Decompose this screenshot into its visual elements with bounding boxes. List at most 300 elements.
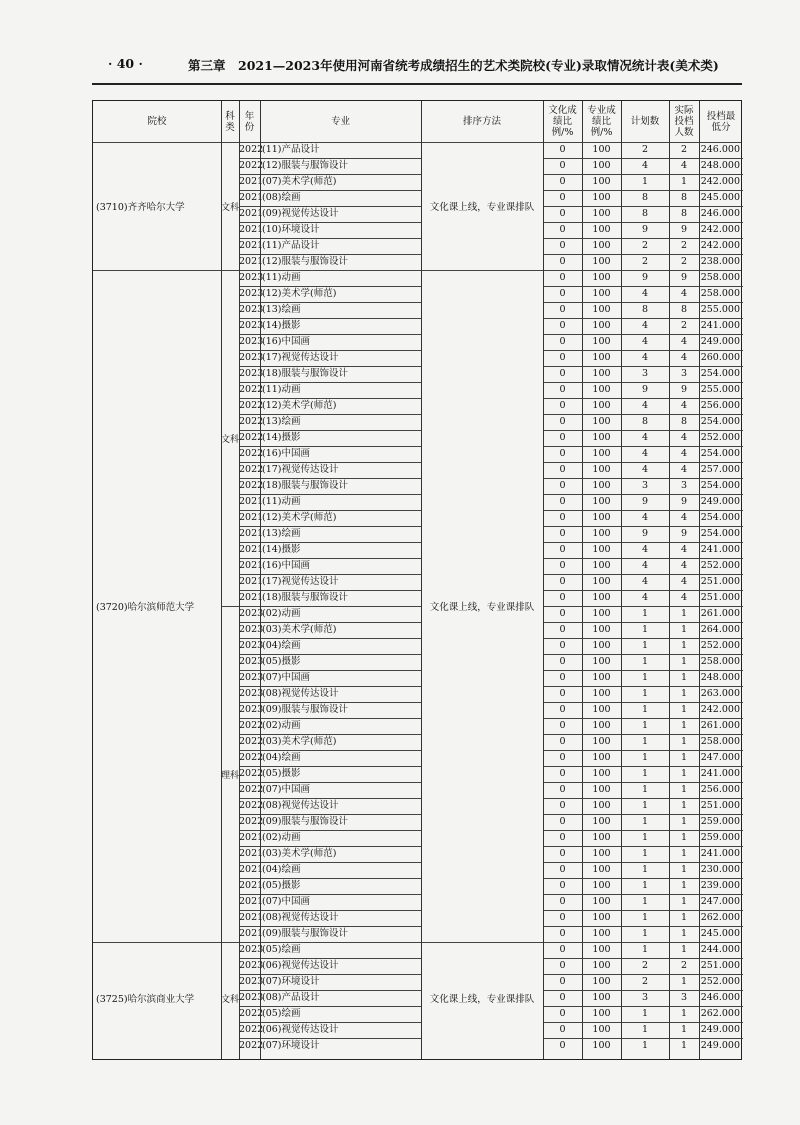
column-divider: [543, 101, 544, 1059]
row-pro-ratio: 100: [592, 656, 611, 667]
row-min-score: 264.000: [700, 624, 740, 635]
row-pro-ratio: 100: [592, 704, 611, 715]
page-header: [108, 56, 728, 78]
row-actual: 4: [680, 352, 688, 363]
school-name: (3710)齐齐哈尔大学: [96, 202, 185, 213]
row-year: 2021: [239, 224, 264, 235]
row-culture-ratio: 0: [559, 640, 566, 651]
row-plan: 8: [641, 416, 649, 427]
row-min-score: 256.000: [700, 784, 740, 795]
row-min-score: 251.000: [700, 960, 740, 971]
row-major: (04)绘画: [262, 640, 301, 651]
row-actual: 4: [680, 544, 688, 555]
row-min-score: 255.000: [700, 304, 740, 315]
row-culture-ratio: 0: [559, 208, 566, 219]
row-major: (12)服装与服饰设计: [262, 256, 349, 267]
row-min-score: 254.000: [700, 368, 740, 379]
row-culture-ratio: 0: [559, 1040, 566, 1051]
row-culture-ratio: 0: [559, 880, 566, 891]
row-year: 2023: [239, 352, 264, 363]
row-min-score: 263.000: [700, 688, 740, 699]
row-year: 2023: [239, 704, 264, 715]
row-actual: 1: [680, 1008, 688, 1019]
row-pro-ratio: 100: [592, 720, 611, 731]
row-major: (07)环境设计: [262, 1040, 320, 1051]
row-major: (09)视觉传达设计: [262, 208, 339, 219]
row-culture-ratio: 0: [559, 432, 566, 443]
row-culture-ratio: 0: [559, 592, 566, 603]
row-actual: 8: [680, 208, 688, 219]
category-label: 文科: [221, 434, 240, 445]
row-major: (12)美术学(师范): [262, 512, 337, 523]
row-min-score: 238.000: [700, 256, 740, 267]
row-culture-ratio: 0: [559, 416, 566, 427]
row-plan: 2: [641, 976, 649, 987]
row-culture-ratio: 0: [559, 608, 566, 619]
row-min-score: 262.000: [700, 1008, 740, 1019]
row-plan: 1: [641, 944, 649, 955]
row-pro-ratio: 100: [592, 896, 611, 907]
row-culture-ratio: 0: [559, 144, 566, 155]
row-major: (11)动画: [262, 384, 301, 395]
row-plan: 1: [641, 896, 649, 907]
row-major: (06)视觉传达设计: [262, 960, 339, 971]
row-culture-ratio: 0: [559, 720, 566, 731]
row-actual: 1: [680, 976, 688, 987]
row-min-score: 254.000: [700, 416, 740, 427]
row-year: 2022: [239, 800, 264, 811]
category-label: 文科: [221, 994, 240, 1005]
row-actual: 1: [680, 896, 688, 907]
row-pro-ratio: 100: [592, 304, 611, 315]
row-pro-ratio: 100: [592, 912, 611, 923]
row-min-score: 249.000: [700, 1024, 740, 1035]
row-year: 2023: [239, 304, 264, 315]
row-pro-ratio: 100: [592, 528, 611, 539]
row-culture-ratio: 0: [559, 656, 566, 667]
row-actual: 1: [680, 1040, 688, 1051]
row-pro-ratio: 100: [592, 432, 611, 443]
row-major: (10)环境设计: [262, 224, 320, 235]
ranking-method: 文化课上线，专业课排队: [429, 994, 535, 1005]
ranking-method: 文化课上线，专业课排队: [429, 202, 535, 213]
row-pro-ratio: 100: [592, 240, 611, 251]
row-actual: 1: [680, 912, 688, 923]
row-plan: 3: [641, 480, 649, 491]
row-plan: 1: [641, 752, 649, 763]
row-culture-ratio: 0: [559, 816, 566, 827]
col-header-ranking: 排序方法: [462, 116, 501, 127]
row-plan: 4: [641, 352, 649, 363]
row-culture-ratio: 0: [559, 160, 566, 171]
row-plan: 4: [641, 592, 649, 603]
col-header-major: 专业: [330, 116, 350, 127]
row-actual: 4: [680, 512, 688, 523]
row-min-score: 251.000: [700, 800, 740, 811]
row-min-score: 239.000: [700, 880, 740, 891]
row-actual: 3: [680, 992, 688, 1003]
row-actual: 3: [680, 480, 688, 491]
row-major: (08)视觉传达设计: [262, 800, 339, 811]
row-major: (05)摄影: [262, 768, 301, 779]
row-plan: 4: [641, 320, 649, 331]
row-actual: 4: [680, 288, 688, 299]
row-year: 2023: [239, 992, 264, 1003]
row-actual: 9: [680, 272, 688, 283]
row-pro-ratio: 100: [592, 640, 611, 651]
row-major: (09)服装与服饰设计: [262, 928, 349, 939]
row-min-score: 252.000: [700, 976, 740, 987]
row-year: 2023: [239, 320, 264, 331]
row-pro-ratio: 100: [592, 736, 611, 747]
row-plan: 1: [641, 928, 649, 939]
row-min-score: 252.000: [700, 432, 740, 443]
row-year: 2022: [239, 480, 264, 491]
row-actual: 8: [680, 192, 688, 203]
row-major: (11)动画: [262, 272, 301, 283]
row-pro-ratio: 100: [592, 944, 611, 955]
row-year: 2021: [239, 496, 264, 507]
column-divider: [221, 101, 222, 1059]
row-major: (02)动画: [262, 832, 301, 843]
row-plan: 4: [641, 432, 649, 443]
row-major: (08)视觉传达设计: [262, 688, 339, 699]
column-divider: [582, 101, 583, 1059]
row-culture-ratio: 0: [559, 272, 566, 283]
row-plan: 1: [641, 1040, 649, 1051]
row-culture-ratio: 0: [559, 992, 566, 1003]
row-year: 2023: [239, 640, 264, 651]
row-culture-ratio: 0: [559, 224, 566, 235]
row-year: 2022: [239, 384, 264, 395]
row-actual: 4: [680, 336, 688, 347]
row-min-score: 257.000: [700, 464, 740, 475]
row-plan: 1: [641, 816, 649, 827]
row-actual: 1: [680, 784, 688, 795]
row-culture-ratio: 0: [559, 240, 566, 251]
row-pro-ratio: 100: [592, 624, 611, 635]
row-culture-ratio: 0: [559, 480, 566, 491]
row-year: 2023: [239, 336, 264, 347]
column-divider: [239, 101, 240, 1059]
row-actual: 1: [680, 864, 688, 875]
row-actual: 2: [680, 144, 688, 155]
row-culture-ratio: 0: [559, 576, 566, 587]
row-year: 2021: [239, 896, 264, 907]
row-year: 2023: [239, 368, 264, 379]
row-actual: 8: [680, 304, 688, 315]
row-pro-ratio: 100: [592, 176, 611, 187]
row-culture-ratio: 0: [559, 848, 566, 859]
row-culture-ratio: 0: [559, 1024, 566, 1035]
row-min-score: 251.000: [700, 592, 740, 603]
row-min-score: 256.000: [700, 400, 740, 411]
row-major: (14)摄影: [262, 544, 301, 555]
column-divider: [669, 101, 670, 1059]
row-actual: 1: [680, 720, 688, 731]
row-pro-ratio: 100: [592, 672, 611, 683]
col-header-actual: 实际投档人数: [674, 105, 694, 138]
row-culture-ratio: 0: [559, 176, 566, 187]
row-culture-ratio: 0: [559, 304, 566, 315]
row-year: 2022: [239, 144, 264, 155]
row-year: 2023: [239, 944, 264, 955]
row-year: 2022: [239, 720, 264, 731]
row-pro-ratio: 100: [592, 384, 611, 395]
row-plan: 1: [641, 608, 649, 619]
row-culture-ratio: 0: [559, 704, 566, 715]
row-culture-ratio: 0: [559, 336, 566, 347]
row-year: 2023: [239, 272, 264, 283]
row-pro-ratio: 100: [592, 848, 611, 859]
row-year: 2021: [239, 192, 264, 203]
row-major: (09)服装与服饰设计: [262, 816, 349, 827]
row-year: 2021: [239, 592, 264, 603]
row-plan: 1: [641, 1008, 649, 1019]
row-min-score: 246.000: [700, 992, 740, 1003]
row-plan: 1: [641, 848, 649, 859]
row-pro-ratio: 100: [592, 416, 611, 427]
row-actual: 1: [680, 608, 688, 619]
row-min-score: 260.000: [700, 352, 740, 363]
row-major: (13)绘画: [262, 304, 301, 315]
row-pro-ratio: 100: [592, 784, 611, 795]
row-pro-ratio: 100: [592, 192, 611, 203]
row-culture-ratio: 0: [559, 400, 566, 411]
row-min-score: 248.000: [700, 672, 740, 683]
row-actual: 1: [680, 768, 688, 779]
row-major: (03)美术学(师范): [262, 848, 337, 859]
row-min-score: 254.000: [700, 448, 740, 459]
row-year: 2022: [239, 736, 264, 747]
row-actual: 9: [680, 496, 688, 507]
row-culture-ratio: 0: [559, 368, 566, 379]
row-plan: 4: [641, 400, 649, 411]
col-header-culture-ratio: 文化成绩比例/%: [548, 105, 577, 138]
row-min-score: 261.000: [700, 608, 740, 619]
row-plan: 1: [641, 864, 649, 875]
row-actual: 1: [680, 944, 688, 955]
row-year: 2021: [239, 576, 264, 587]
row-major: (07)中国画: [262, 672, 311, 683]
row-major: (11)动画: [262, 496, 301, 507]
row-pro-ratio: 100: [592, 832, 611, 843]
row-min-score: 241.000: [700, 320, 740, 331]
row-year: 2023: [239, 672, 264, 683]
row-pro-ratio: 100: [592, 864, 611, 875]
row-year: 2023: [239, 608, 264, 619]
row-year: 2021: [239, 512, 264, 523]
column-divider: [421, 101, 422, 1059]
row-actual: 1: [680, 176, 688, 187]
row-actual: 4: [680, 592, 688, 603]
row-plan: 1: [641, 736, 649, 747]
row-actual: 1: [680, 624, 688, 635]
row-year: 2021: [239, 864, 264, 875]
category-label: 文科: [221, 202, 240, 213]
row-major: (04)绘画: [262, 864, 301, 875]
row-major: (16)中国画: [262, 448, 311, 459]
row-actual: 9: [680, 384, 688, 395]
row-plan: 4: [641, 544, 649, 555]
row-min-score: 242.000: [700, 704, 740, 715]
row-pro-ratio: 100: [592, 336, 611, 347]
row-plan: 4: [641, 160, 649, 171]
row-pro-ratio: 100: [592, 400, 611, 411]
row-plan: 1: [641, 784, 649, 795]
row-culture-ratio: 0: [559, 1008, 566, 1019]
row-major: (12)美术学(师范): [262, 288, 337, 299]
row-major: (07)中国画: [262, 784, 311, 795]
page-title: 第三章 2021—2023年使用河南省统考成绩招生的艺术类院校(专业)录取情况统计表(美术类): [188, 58, 719, 73]
row-min-score: 241.000: [700, 848, 740, 859]
row-min-score: 230.000: [700, 864, 740, 875]
row-year: 2021: [239, 912, 264, 923]
row-major: (12)服装与服饰设计: [262, 160, 349, 171]
row-plan: 1: [641, 1024, 649, 1035]
row-major: (17)视觉传达设计: [262, 576, 339, 587]
row-major: (09)服装与服饰设计: [262, 704, 349, 715]
row-plan: 4: [641, 464, 649, 475]
col-header-year: 年份: [244, 110, 255, 133]
row-year: 2022: [239, 768, 264, 779]
row-year: 2023: [239, 688, 264, 699]
row-plan: 1: [641, 800, 649, 811]
row-actual: 1: [680, 800, 688, 811]
row-min-score: 261.000: [700, 720, 740, 731]
row-plan: 4: [641, 448, 649, 459]
row-actual: 4: [680, 576, 688, 587]
row-plan: 3: [641, 992, 649, 1003]
column-divider: [260, 101, 261, 1059]
row-major: (05)绘画: [262, 944, 301, 955]
column-divider: [621, 101, 622, 1059]
row-pro-ratio: 100: [592, 208, 611, 219]
row-culture-ratio: 0: [559, 768, 566, 779]
row-actual: 4: [680, 432, 688, 443]
row-actual: 4: [680, 400, 688, 411]
row-plan: 2: [641, 144, 649, 155]
row-culture-ratio: 0: [559, 976, 566, 987]
row-min-score: 246.000: [700, 208, 740, 219]
row-major: (06)视觉传达设计: [262, 1024, 339, 1035]
row-actual: 2: [680, 320, 688, 331]
row-pro-ratio: 100: [592, 880, 611, 891]
row-year: 2023: [239, 976, 264, 987]
row-pro-ratio: 100: [592, 368, 611, 379]
row-culture-ratio: 0: [559, 736, 566, 747]
row-culture-ratio: 0: [559, 560, 566, 571]
row-plan: 2: [641, 240, 649, 251]
row-plan: 2: [641, 256, 649, 267]
row-major: (18)服装与服饰设计: [262, 368, 349, 379]
row-culture-ratio: 0: [559, 464, 566, 475]
row-year: 2021: [239, 880, 264, 891]
row-pro-ratio: 100: [592, 816, 611, 827]
col-header-plan: 计划数: [630, 116, 660, 127]
row-plan: 1: [641, 640, 649, 651]
row-plan: 1: [641, 624, 649, 635]
row-year: 2022: [239, 432, 264, 443]
row-culture-ratio: 0: [559, 896, 566, 907]
row-actual: 4: [680, 448, 688, 459]
row-major: (17)视觉传达设计: [262, 352, 339, 363]
row-plan: 1: [641, 704, 649, 715]
admission-table: [92, 100, 742, 1060]
row-min-score: 245.000: [700, 928, 740, 939]
row-plan: 2: [641, 960, 649, 971]
row-culture-ratio: 0: [559, 960, 566, 971]
row-year: 2021: [239, 928, 264, 939]
row-year: 2021: [239, 848, 264, 859]
row-major: (08)绘画: [262, 192, 301, 203]
row-pro-ratio: 100: [592, 608, 611, 619]
row-year: 2022: [239, 400, 264, 411]
row-pro-ratio: 100: [592, 256, 611, 267]
row-plan: 8: [641, 192, 649, 203]
row-major: (14)摄影: [262, 320, 301, 331]
col-header-pro-ratio: 专业成绩比例/%: [587, 105, 616, 138]
col-header-school: 院校: [147, 116, 167, 127]
row-min-score: 255.000: [700, 384, 740, 395]
row-actual: 1: [680, 736, 688, 747]
row-culture-ratio: 0: [559, 864, 566, 875]
row-culture-ratio: 0: [559, 256, 566, 267]
row-culture-ratio: 0: [559, 192, 566, 203]
row-actual: 4: [680, 160, 688, 171]
row-major: (17)视觉传达设计: [262, 464, 339, 475]
row-min-score: 259.000: [700, 816, 740, 827]
row-actual: 3: [680, 368, 688, 379]
row-actual: 4: [680, 560, 688, 571]
row-actual: 2: [680, 960, 688, 971]
row-pro-ratio: 100: [592, 352, 611, 363]
row-actual: 1: [680, 880, 688, 891]
row-min-score: 252.000: [700, 560, 740, 571]
row-min-score: 242.000: [700, 224, 740, 235]
row-pro-ratio: 100: [592, 992, 611, 1003]
row-min-score: 259.000: [700, 832, 740, 843]
row-culture-ratio: 0: [559, 448, 566, 459]
row-plan: 4: [641, 288, 649, 299]
row-pro-ratio: 100: [592, 224, 611, 235]
row-major: (18)服装与服饰设计: [262, 480, 349, 491]
row-culture-ratio: 0: [559, 288, 566, 299]
row-min-score: 258.000: [700, 736, 740, 747]
row-pro-ratio: 100: [592, 800, 611, 811]
row-pro-ratio: 100: [592, 144, 611, 155]
row-plan: 1: [641, 720, 649, 731]
row-pro-ratio: 100: [592, 1024, 611, 1035]
row-major: (04)绘画: [262, 752, 301, 763]
row-year: 2021: [239, 528, 264, 539]
row-pro-ratio: 100: [592, 768, 611, 779]
row-plan: 4: [641, 512, 649, 523]
row-major: (03)美术学(师范): [262, 624, 337, 635]
row-culture-ratio: 0: [559, 384, 566, 395]
row-pro-ratio: 100: [592, 480, 611, 491]
row-actual: 1: [680, 832, 688, 843]
row-plan: 8: [641, 304, 649, 315]
row-year: 2022: [239, 784, 264, 795]
row-pro-ratio: 100: [592, 688, 611, 699]
row-culture-ratio: 0: [559, 912, 566, 923]
row-pro-ratio: 100: [592, 272, 611, 283]
row-major: (11)产品设计: [262, 144, 320, 155]
row-actual: 1: [680, 672, 688, 683]
row-major: (05)绘画: [262, 1008, 301, 1019]
row-major: (02)动画: [262, 608, 301, 619]
